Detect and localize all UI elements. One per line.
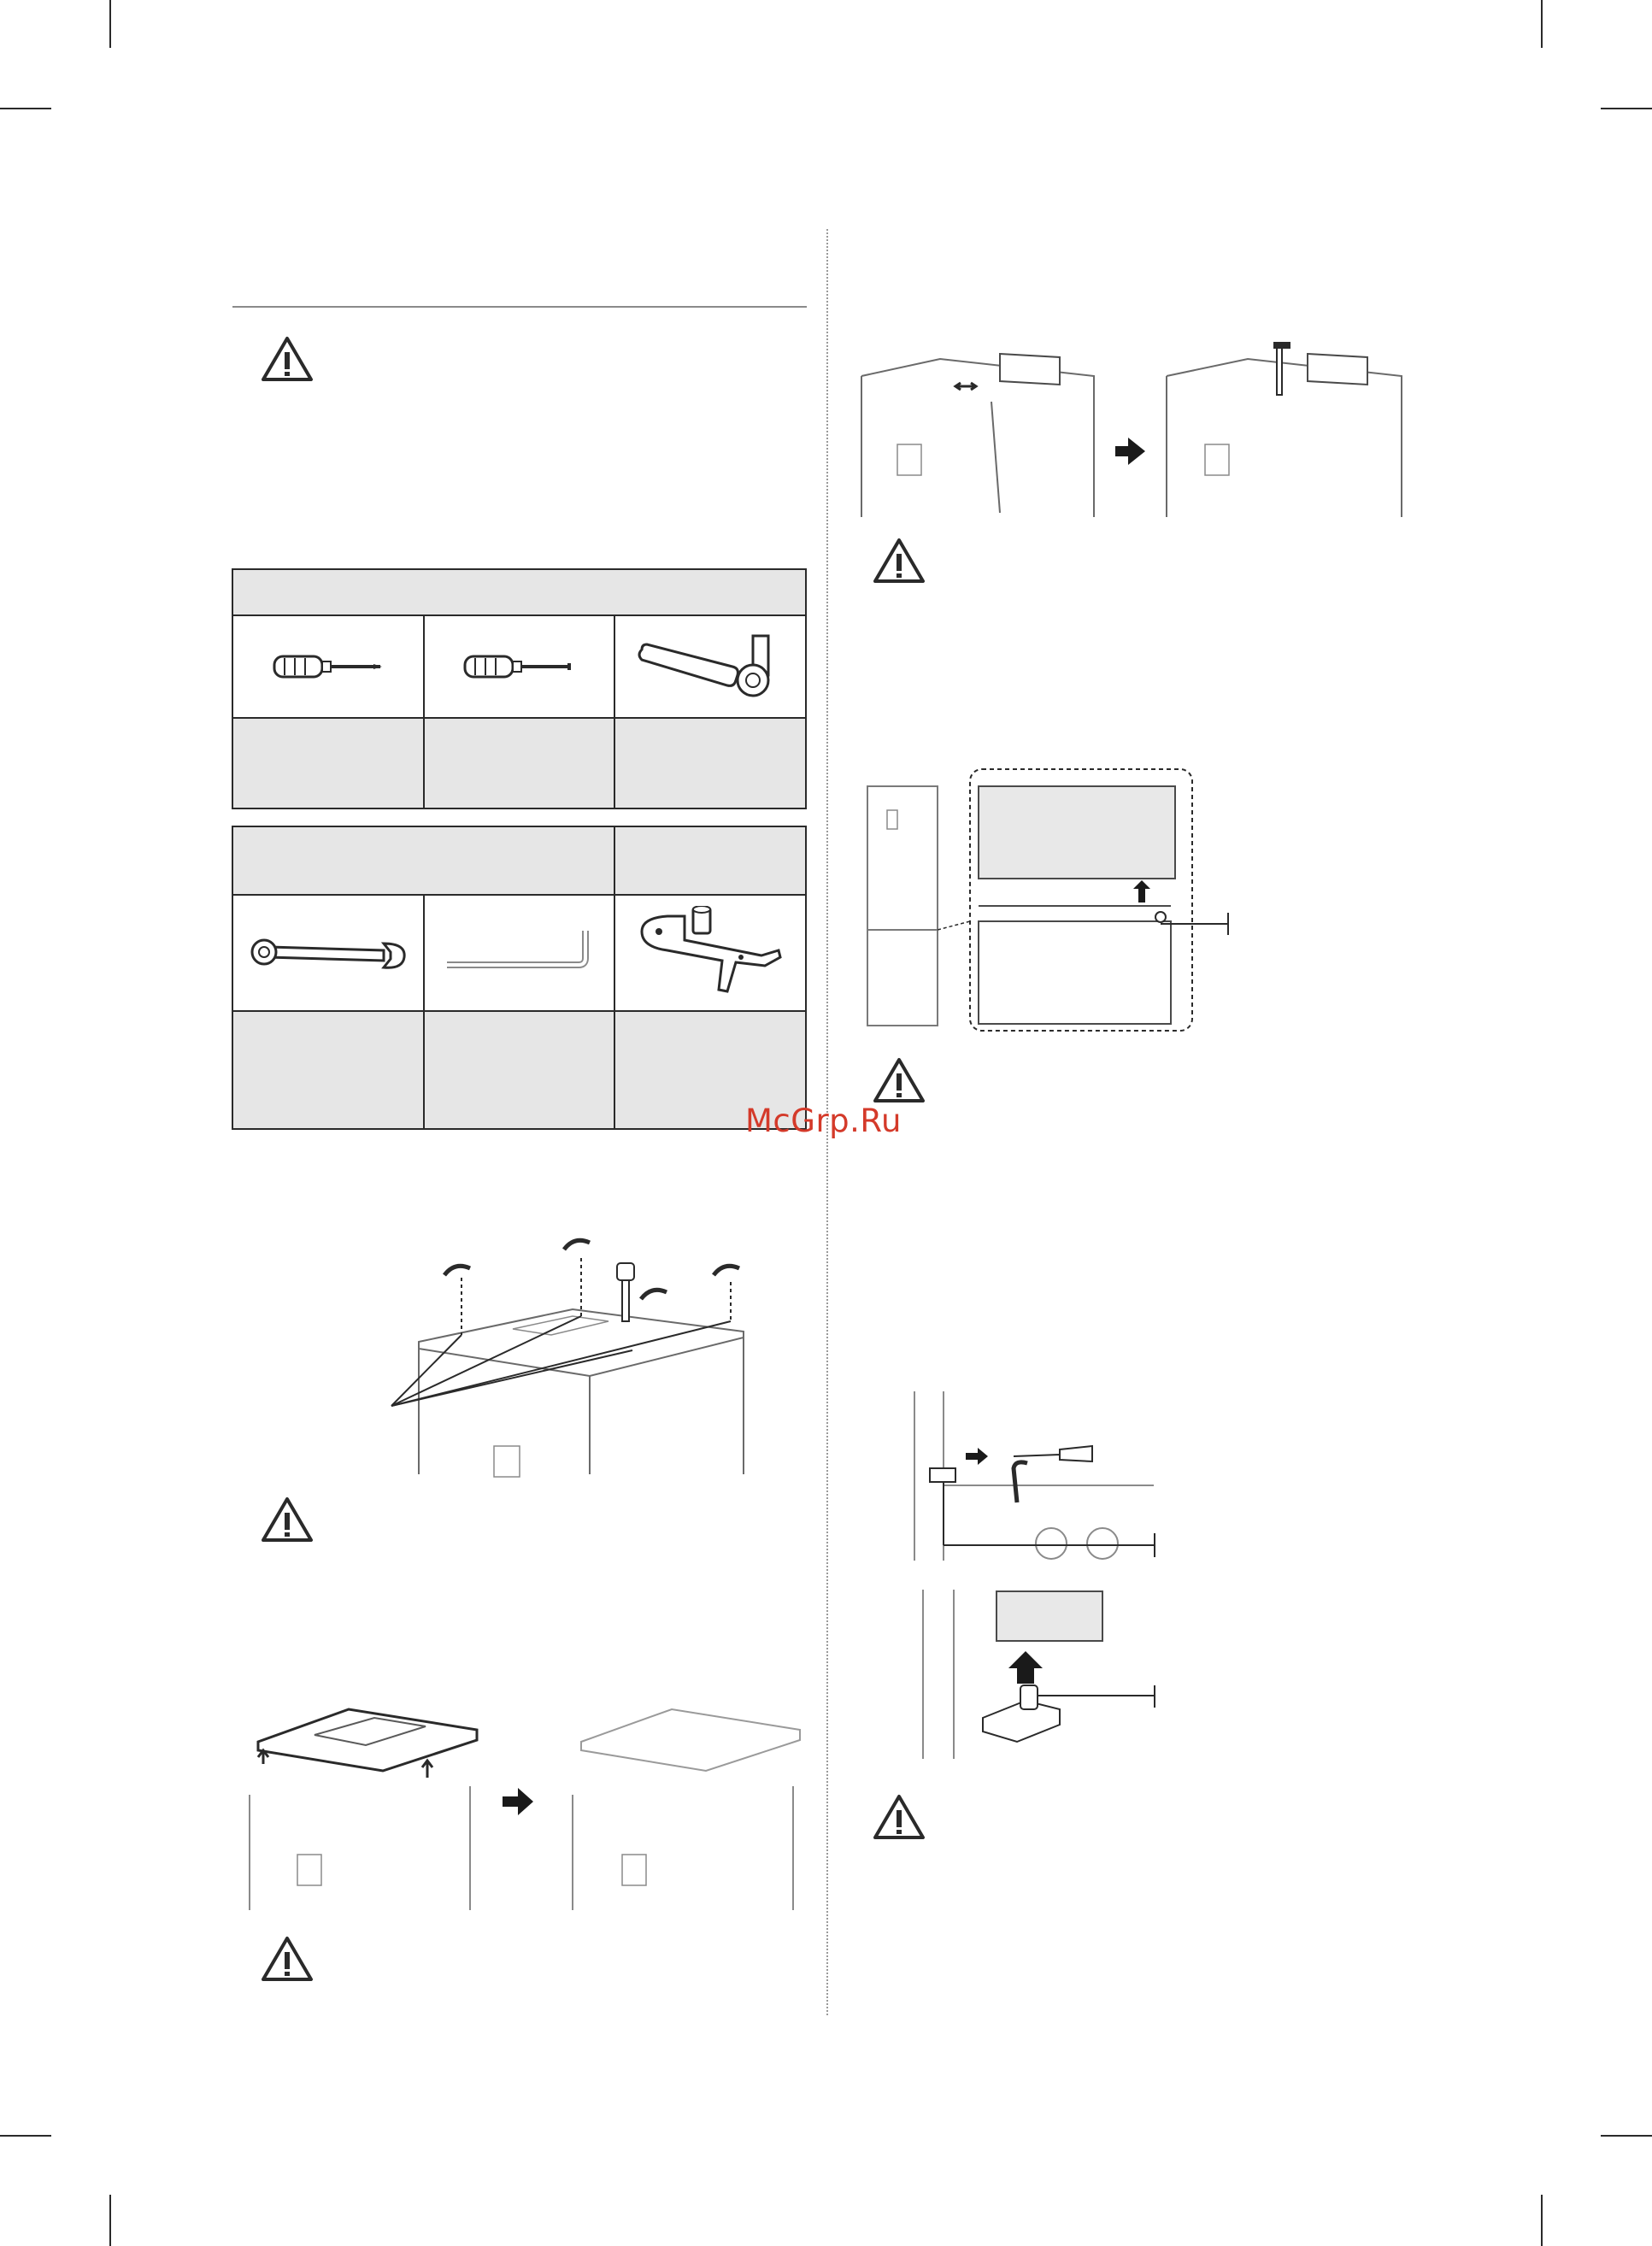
tool-label-cell [232, 718, 424, 808]
crop-mark [109, 0, 111, 48]
crop-mark [0, 2135, 51, 2137]
tools-table-bottom [232, 826, 807, 1130]
warning-triangle-icon [872, 1793, 926, 1843]
crop-mark [1601, 2135, 1652, 2137]
tool-label-cell [232, 1011, 424, 1129]
crop-mark [1601, 108, 1652, 109]
tool-cell [614, 615, 806, 718]
warning-triangle-icon [260, 1935, 315, 1984]
watermark: McGrp.Ru [745, 1102, 902, 1139]
tool-label-cell [614, 718, 806, 808]
crop-mark [0, 108, 51, 109]
flat-screwdriver-icon [463, 650, 574, 684]
crop-mark [1541, 2195, 1543, 2246]
tool-cell [232, 615, 424, 718]
tools-table-header [232, 569, 806, 615]
tools-table-header [614, 826, 806, 895]
tools-table-top [232, 568, 807, 809]
tool-cell [232, 895, 424, 1011]
tool-cell [424, 615, 615, 718]
callout-tick [1154, 1685, 1155, 1708]
tools-table-header [232, 826, 614, 895]
top-cover-screws-illustration [385, 1214, 761, 1479]
tool-cell [614, 895, 806, 1011]
top-hinge-removal-illustration [855, 342, 1410, 521]
spanner-icon [247, 932, 409, 974]
callout-tick [1154, 1533, 1155, 1557]
tool-label-cell [424, 718, 615, 808]
tool-cell [424, 895, 615, 1011]
tool-label-cell [424, 1011, 615, 1129]
warning-triangle-icon [872, 1056, 926, 1106]
warning-triangle-icon [260, 1496, 315, 1545]
hex-key-icon [442, 927, 596, 979]
remove-top-cover-illustration [246, 1701, 802, 1914]
door-hinge-zoom-illustration [863, 767, 1196, 1034]
bottom-hinge-illustration [914, 1590, 1171, 1761]
callout-line [1161, 923, 1229, 925]
arrow-right-icon [1115, 438, 1145, 465]
callout-tick [1227, 913, 1229, 935]
hinge-screw-illustration [906, 1391, 1162, 1562]
section-rule [232, 306, 807, 308]
hinge-bracket-icon [633, 906, 787, 1000]
warning-triangle-icon [260, 335, 315, 385]
phillips-screwdriver-icon [273, 650, 384, 684]
crop-mark [109, 2195, 111, 2246]
crop-mark [1541, 0, 1543, 48]
socket-wrench-icon [633, 632, 787, 701]
warning-triangle-icon [872, 537, 926, 586]
arrow-right-icon [503, 1788, 533, 1815]
